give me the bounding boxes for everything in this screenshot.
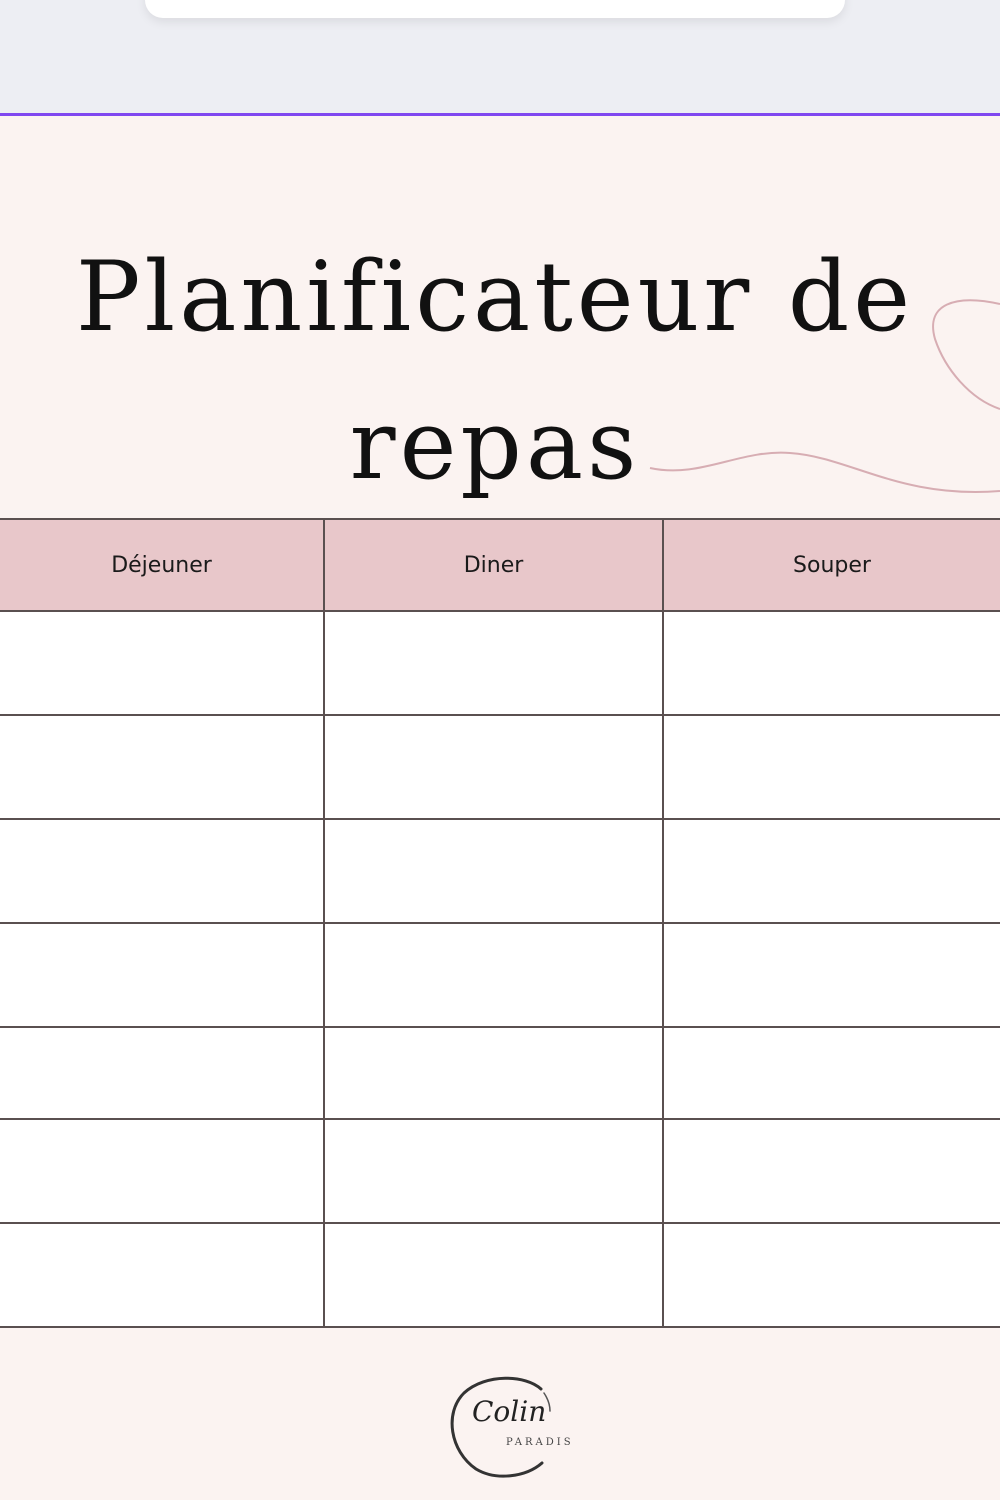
table-cell[interactable]: [0, 819, 324, 923]
logo-sub-text: PARADIS: [506, 1437, 574, 1448]
browser-top-bar: [0, 0, 1000, 116]
logo-script-text: Colin: [472, 1395, 547, 1428]
header-diner: Diner: [324, 519, 663, 611]
table-row: [0, 611, 1000, 715]
table-row: [0, 1027, 1000, 1119]
table-cell[interactable]: [324, 1027, 663, 1119]
table-cell[interactable]: [324, 923, 663, 1027]
table-cell[interactable]: [663, 1119, 1000, 1223]
table-row: [0, 715, 1000, 819]
page-title: [0, 223, 990, 519]
table-cell[interactable]: [324, 1223, 663, 1327]
table-cell[interactable]: [0, 1027, 324, 1119]
header-dejeuner: Déjeuner: [0, 519, 324, 611]
table-cell[interactable]: [663, 611, 1000, 715]
table-cell[interactable]: [663, 1027, 1000, 1119]
table-cell[interactable]: [324, 715, 663, 819]
table-row: [0, 1223, 1000, 1327]
title-line-1: Planificateur de: [75, 241, 915, 353]
table-cell[interactable]: [0, 923, 324, 1027]
meal-planner-sheet: [0, 119, 1000, 1500]
brand-logo: [446, 1371, 586, 1481]
table-cell[interactable]: [0, 611, 324, 715]
table-cell[interactable]: [663, 1223, 1000, 1327]
table-cell[interactable]: [324, 611, 663, 715]
meal-table: [0, 518, 1000, 1328]
table-cell[interactable]: [0, 1119, 324, 1223]
table-cell[interactable]: [324, 1119, 663, 1223]
table-cell[interactable]: [663, 819, 1000, 923]
table-cell[interactable]: [0, 1223, 324, 1327]
header-souper: Souper: [663, 519, 1000, 611]
table-row: [0, 819, 1000, 923]
table-row: [0, 1119, 1000, 1223]
top-card: [145, 0, 845, 18]
title-line-2: repas: [349, 389, 641, 501]
table-cell[interactable]: [663, 715, 1000, 819]
table-cell[interactable]: [324, 819, 663, 923]
table-cell[interactable]: [0, 715, 324, 819]
header-row: [0, 519, 1000, 611]
table-row: [0, 923, 1000, 1027]
table-cell[interactable]: [663, 923, 1000, 1027]
